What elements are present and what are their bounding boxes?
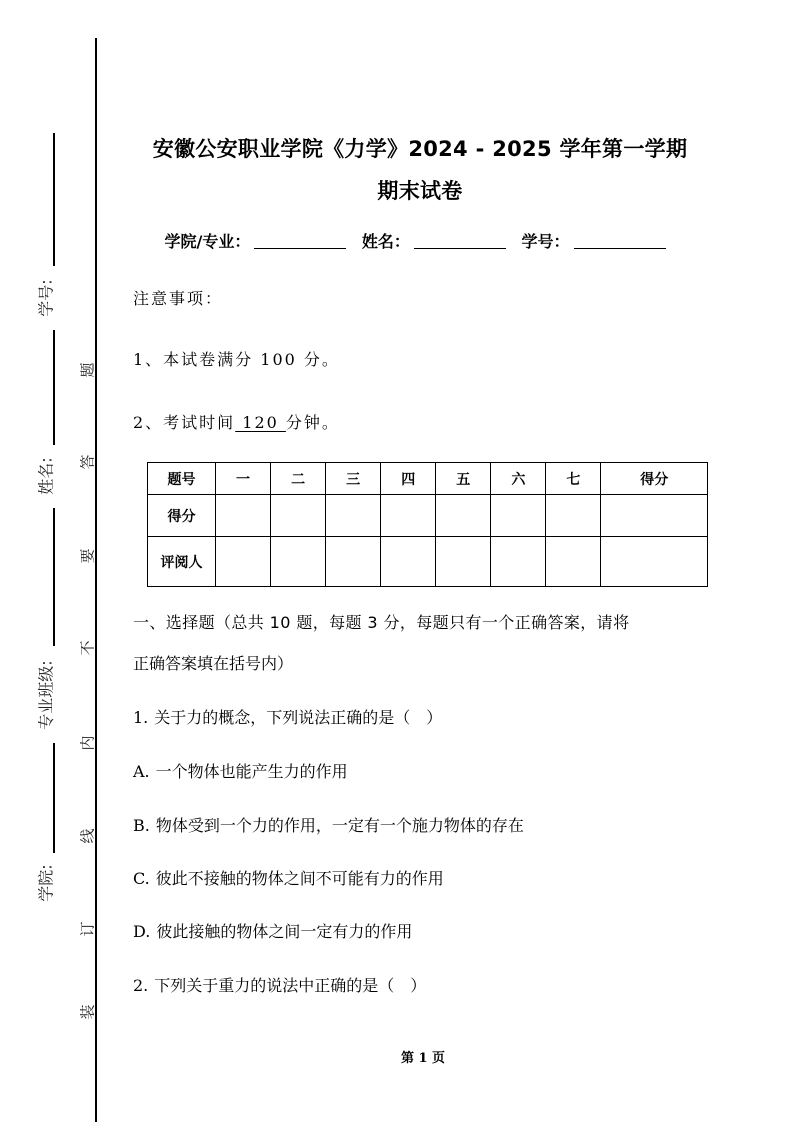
header-cell: 七 (546, 463, 601, 495)
margin-label-name: 姓名: (36, 457, 56, 495)
question-text: 关于力的概念，下列说法正确的是（ ） (154, 708, 443, 727)
seal-char: 装 (78, 1004, 97, 1020)
grader-cell[interactable] (546, 537, 601, 587)
option-key: D. (133, 922, 151, 941)
grader-cell[interactable] (216, 537, 271, 587)
header-cell: 六 (491, 463, 546, 495)
option-key: A. (133, 762, 150, 781)
margin-underline (53, 330, 55, 445)
score-cell[interactable] (271, 495, 326, 537)
college-major-blank[interactable] (254, 234, 346, 249)
college-major-label: 学院/专业： (164, 232, 251, 251)
question-2 (133, 973, 426, 996)
grader-cell[interactable] (436, 537, 491, 587)
exam-subtitle: 期末试卷 (377, 179, 463, 203)
score-table-header (148, 463, 708, 495)
score-table (147, 462, 708, 587)
option-key: C. (133, 869, 150, 888)
score-cell[interactable] (326, 495, 381, 537)
page-number: 第 1 页 (400, 1051, 446, 1066)
seal-char: 内 (78, 735, 97, 751)
grader-cell[interactable] (491, 537, 546, 587)
seal-char: 答 (78, 454, 97, 470)
score-cell[interactable] (216, 495, 271, 537)
seal-char: 订 (78, 921, 97, 937)
name-label: 姓名： (361, 232, 410, 251)
score-cell[interactable] (491, 495, 546, 537)
student-id-label: 学号： (521, 232, 570, 251)
section-heading: 一、选择题（总共 10 题，每题 3 分，每题只有一个正确答案，请将 (133, 613, 630, 632)
student-id-blank[interactable] (574, 234, 666, 249)
margin-label-college: 学院: (36, 864, 56, 902)
header-cell: 四 (381, 463, 436, 495)
score-row (148, 495, 708, 537)
question-text: 下列关于重力的说法中正确的是（ ） (154, 976, 427, 995)
exam-title: 安徽公安职业学院《力学》2024 - 2025 学年第一学期 (152, 137, 688, 161)
option-text: 物体受到一个力的作用，一定有一个施力物体的存在 (155, 816, 524, 835)
option-text: 一个物体也能产生力的作用 (155, 762, 348, 781)
row-label: 评阅人 (148, 537, 216, 587)
question-number: 1. (133, 708, 149, 727)
margin-label-major-class: 专业班级: (36, 660, 56, 730)
header-cell: 二 (271, 463, 326, 495)
grader-cell[interactable] (601, 537, 708, 587)
option-a[interactable] (133, 759, 348, 782)
header-cell: 题号 (148, 463, 216, 495)
header-cell: 一 (216, 463, 271, 495)
exam-time-value: 120 (235, 413, 286, 432)
option-c[interactable] (133, 866, 444, 889)
question-number: 2. (133, 976, 149, 995)
grader-row (148, 537, 708, 587)
score-cell[interactable] (436, 495, 491, 537)
name-blank[interactable] (414, 234, 506, 249)
score-cell[interactable] (601, 495, 708, 537)
grader-cell[interactable] (271, 537, 326, 587)
score-cell[interactable] (381, 495, 436, 537)
margin-underline (53, 743, 55, 853)
margin-underline (53, 133, 55, 266)
section-heading-cont: 正确答案填在括号内） (133, 654, 294, 673)
seal-char: 线 (78, 828, 97, 844)
header-cell: 五 (436, 463, 491, 495)
notes-heading: 注意事项： (133, 289, 224, 308)
margin-underline (53, 508, 55, 646)
row-label: 得分 (148, 495, 216, 537)
binding-line (95, 38, 97, 1122)
question-1 (133, 705, 442, 728)
option-key: B. (133, 816, 150, 835)
note-exam-time-suffix: 分钟。 (285, 413, 340, 432)
note-exam-time-prefix: 2、考试时间 (133, 413, 236, 432)
note-full-score: 1、本试卷满分 100 分。 (133, 350, 340, 369)
seal-char: 要 (78, 548, 97, 564)
header-cell: 得分 (601, 463, 708, 495)
grader-cell[interactable] (326, 537, 381, 587)
seal-char: 不 (78, 640, 97, 656)
seal-char: 题 (78, 362, 97, 378)
option-b[interactable] (133, 813, 524, 836)
student-info-row (120, 229, 720, 252)
option-text: 彼此接触的物体之间一定有力的作用 (156, 922, 413, 941)
score-cell[interactable] (546, 495, 601, 537)
header-cell: 三 (326, 463, 381, 495)
option-text: 彼此不接触的物体之间不可能有力的作用 (155, 869, 444, 888)
note-exam-time (133, 410, 340, 433)
option-d[interactable] (133, 919, 412, 942)
margin-label-student-id: 学号: (36, 279, 56, 317)
grader-cell[interactable] (381, 537, 436, 587)
